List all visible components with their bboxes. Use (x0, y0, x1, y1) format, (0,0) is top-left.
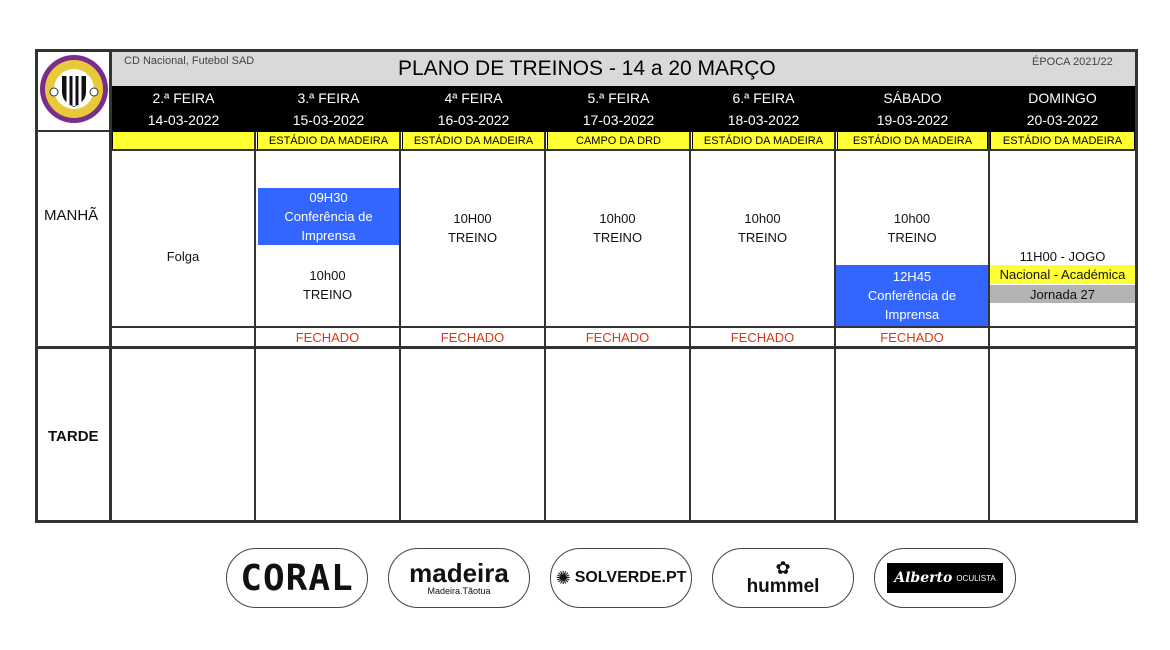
page-title: PLANO DE TREINOS - 14 a 20 MARÇO (398, 57, 776, 80)
alberto-logo (887, 563, 1003, 593)
frame-bottom (35, 520, 1138, 523)
fri-training (691, 209, 834, 247)
solverde-logo: SOLVERDE.PT (574, 569, 687, 586)
thu-label: TREINO (592, 230, 643, 245)
thu-training (546, 209, 689, 247)
sponsor-madeira (388, 548, 530, 608)
sat-press-line1: Conferência de (867, 288, 957, 303)
sat-label: TREINO (887, 230, 937, 245)
label-column-divider (109, 52, 112, 520)
sun-round: Jornada 27 (990, 285, 1135, 303)
day-header-wed (402, 87, 545, 131)
row-label-morning: MANHÃ (44, 207, 99, 224)
day-date: 17-03-2022 (582, 112, 655, 128)
season-label: ÉPOCA 2021/22 (1032, 56, 1113, 68)
day-date: 18-03-2022 (727, 112, 800, 128)
day-name: 6.ª FEIRA (732, 90, 795, 106)
club-logo (38, 52, 110, 130)
venue-sat: ESTÁDIO DA MADEIRA (837, 132, 988, 149)
venue-sun: ESTÁDIO DA MADEIRA (990, 132, 1135, 149)
tue-time: 10h00 (309, 268, 346, 283)
day-name: 4ª FEIRA (444, 90, 503, 106)
venue-mon (112, 132, 255, 149)
tue-closed: FECHADO (295, 330, 360, 345)
day-name: SÁBADO (883, 90, 942, 106)
day-name: 2.ª FEIRA (152, 90, 215, 106)
venue-fri: ESTÁDIO DA MADEIRA (692, 132, 835, 149)
venue-thu: CAMPO DA DRD (547, 132, 690, 149)
col-divider-2 (399, 132, 401, 520)
tue-press-conference (258, 188, 399, 245)
day-date: 19-03-2022 (876, 112, 949, 128)
alberto-name: Alberto (894, 570, 953, 586)
tue-press-time: 09H30 (309, 190, 348, 205)
sun-match: Nacional - Académica (990, 265, 1135, 284)
logo-divider (38, 130, 112, 132)
frame-right (1135, 49, 1138, 523)
wed-label: TREINO (447, 230, 498, 245)
sat-training (836, 209, 988, 247)
tue-press-line2: Imprensa (301, 228, 356, 243)
venue-wed: ESTÁDIO DA MADEIRA (402, 132, 545, 149)
sat-time: 10h00 (893, 211, 931, 226)
sponsor-solverde (550, 548, 692, 608)
tue-training (256, 266, 399, 304)
sponsor-alberto (874, 548, 1016, 608)
thu-time: 10h00 (599, 211, 636, 226)
hummel-logo: hummel (746, 576, 820, 597)
fri-label: TREINO (737, 230, 788, 245)
col-divider-5 (834, 132, 836, 520)
col-divider-1 (254, 132, 256, 520)
day-date: 15-03-2022 (292, 112, 365, 128)
sponsor-hummel (712, 548, 854, 608)
sat-press-line2: Imprensa (884, 307, 940, 322)
thu-closed: FECHADO (585, 330, 650, 345)
madeira-tagline: Madeira.Tãotua (427, 586, 491, 596)
wed-closed: FECHADO (440, 330, 505, 345)
col-divider-6 (988, 132, 990, 520)
venue-tue: ESTÁDIO DA MADEIRA (257, 132, 400, 149)
tue-label: TREINO (302, 287, 353, 302)
row-label-afternoon: TARDE (48, 428, 99, 445)
alberto-tag: OCULISTA (956, 573, 996, 583)
wed-time: 10H00 (453, 211, 492, 226)
day-date: 14-03-2022 (147, 112, 220, 128)
day-name: 3.ª FEIRA (297, 90, 360, 106)
venue-bottom-line (112, 149, 1135, 151)
sat-press-time: 12H45 (892, 269, 932, 284)
day-header-sat (837, 87, 988, 131)
day-name: 5.ª FEIRA (587, 90, 650, 106)
tue-press-line1: Conferência de (284, 209, 373, 224)
col-divider-4 (689, 132, 691, 520)
sat-closed: FECHADO (880, 330, 944, 345)
day-header-tue (257, 87, 400, 131)
club-name: CD Nacional, Futebol SAD (124, 55, 255, 67)
morning-afternoon-divider (38, 346, 1135, 349)
day-date: 16-03-2022 (437, 112, 510, 128)
hummel-bee-icon: ✿ (775, 558, 791, 578)
solverde-sun-icon: ✺ (555, 567, 571, 588)
sat-press-conference (836, 265, 988, 326)
fri-closed: FECHADO (730, 330, 795, 345)
col-divider-3 (544, 132, 546, 520)
sun-game-time: 11H00 - JOGO (1019, 248, 1106, 264)
mon-rest: Folga (166, 249, 200, 264)
day-date: 20-03-2022 (1026, 112, 1099, 128)
closed-row-top-line (112, 326, 1135, 328)
day-header-sun (990, 87, 1135, 131)
day-header-fri (692, 87, 835, 131)
sponsor-coral (226, 548, 368, 608)
coral-logo: CORAL (240, 557, 354, 599)
day-name: DOMINGO (1028, 90, 1097, 106)
wed-training (401, 209, 544, 247)
fri-time: 10h00 (744, 211, 781, 226)
day-header-mon (112, 87, 255, 131)
day-header-thu (547, 87, 690, 131)
madeira-logo: madeira (409, 558, 509, 588)
